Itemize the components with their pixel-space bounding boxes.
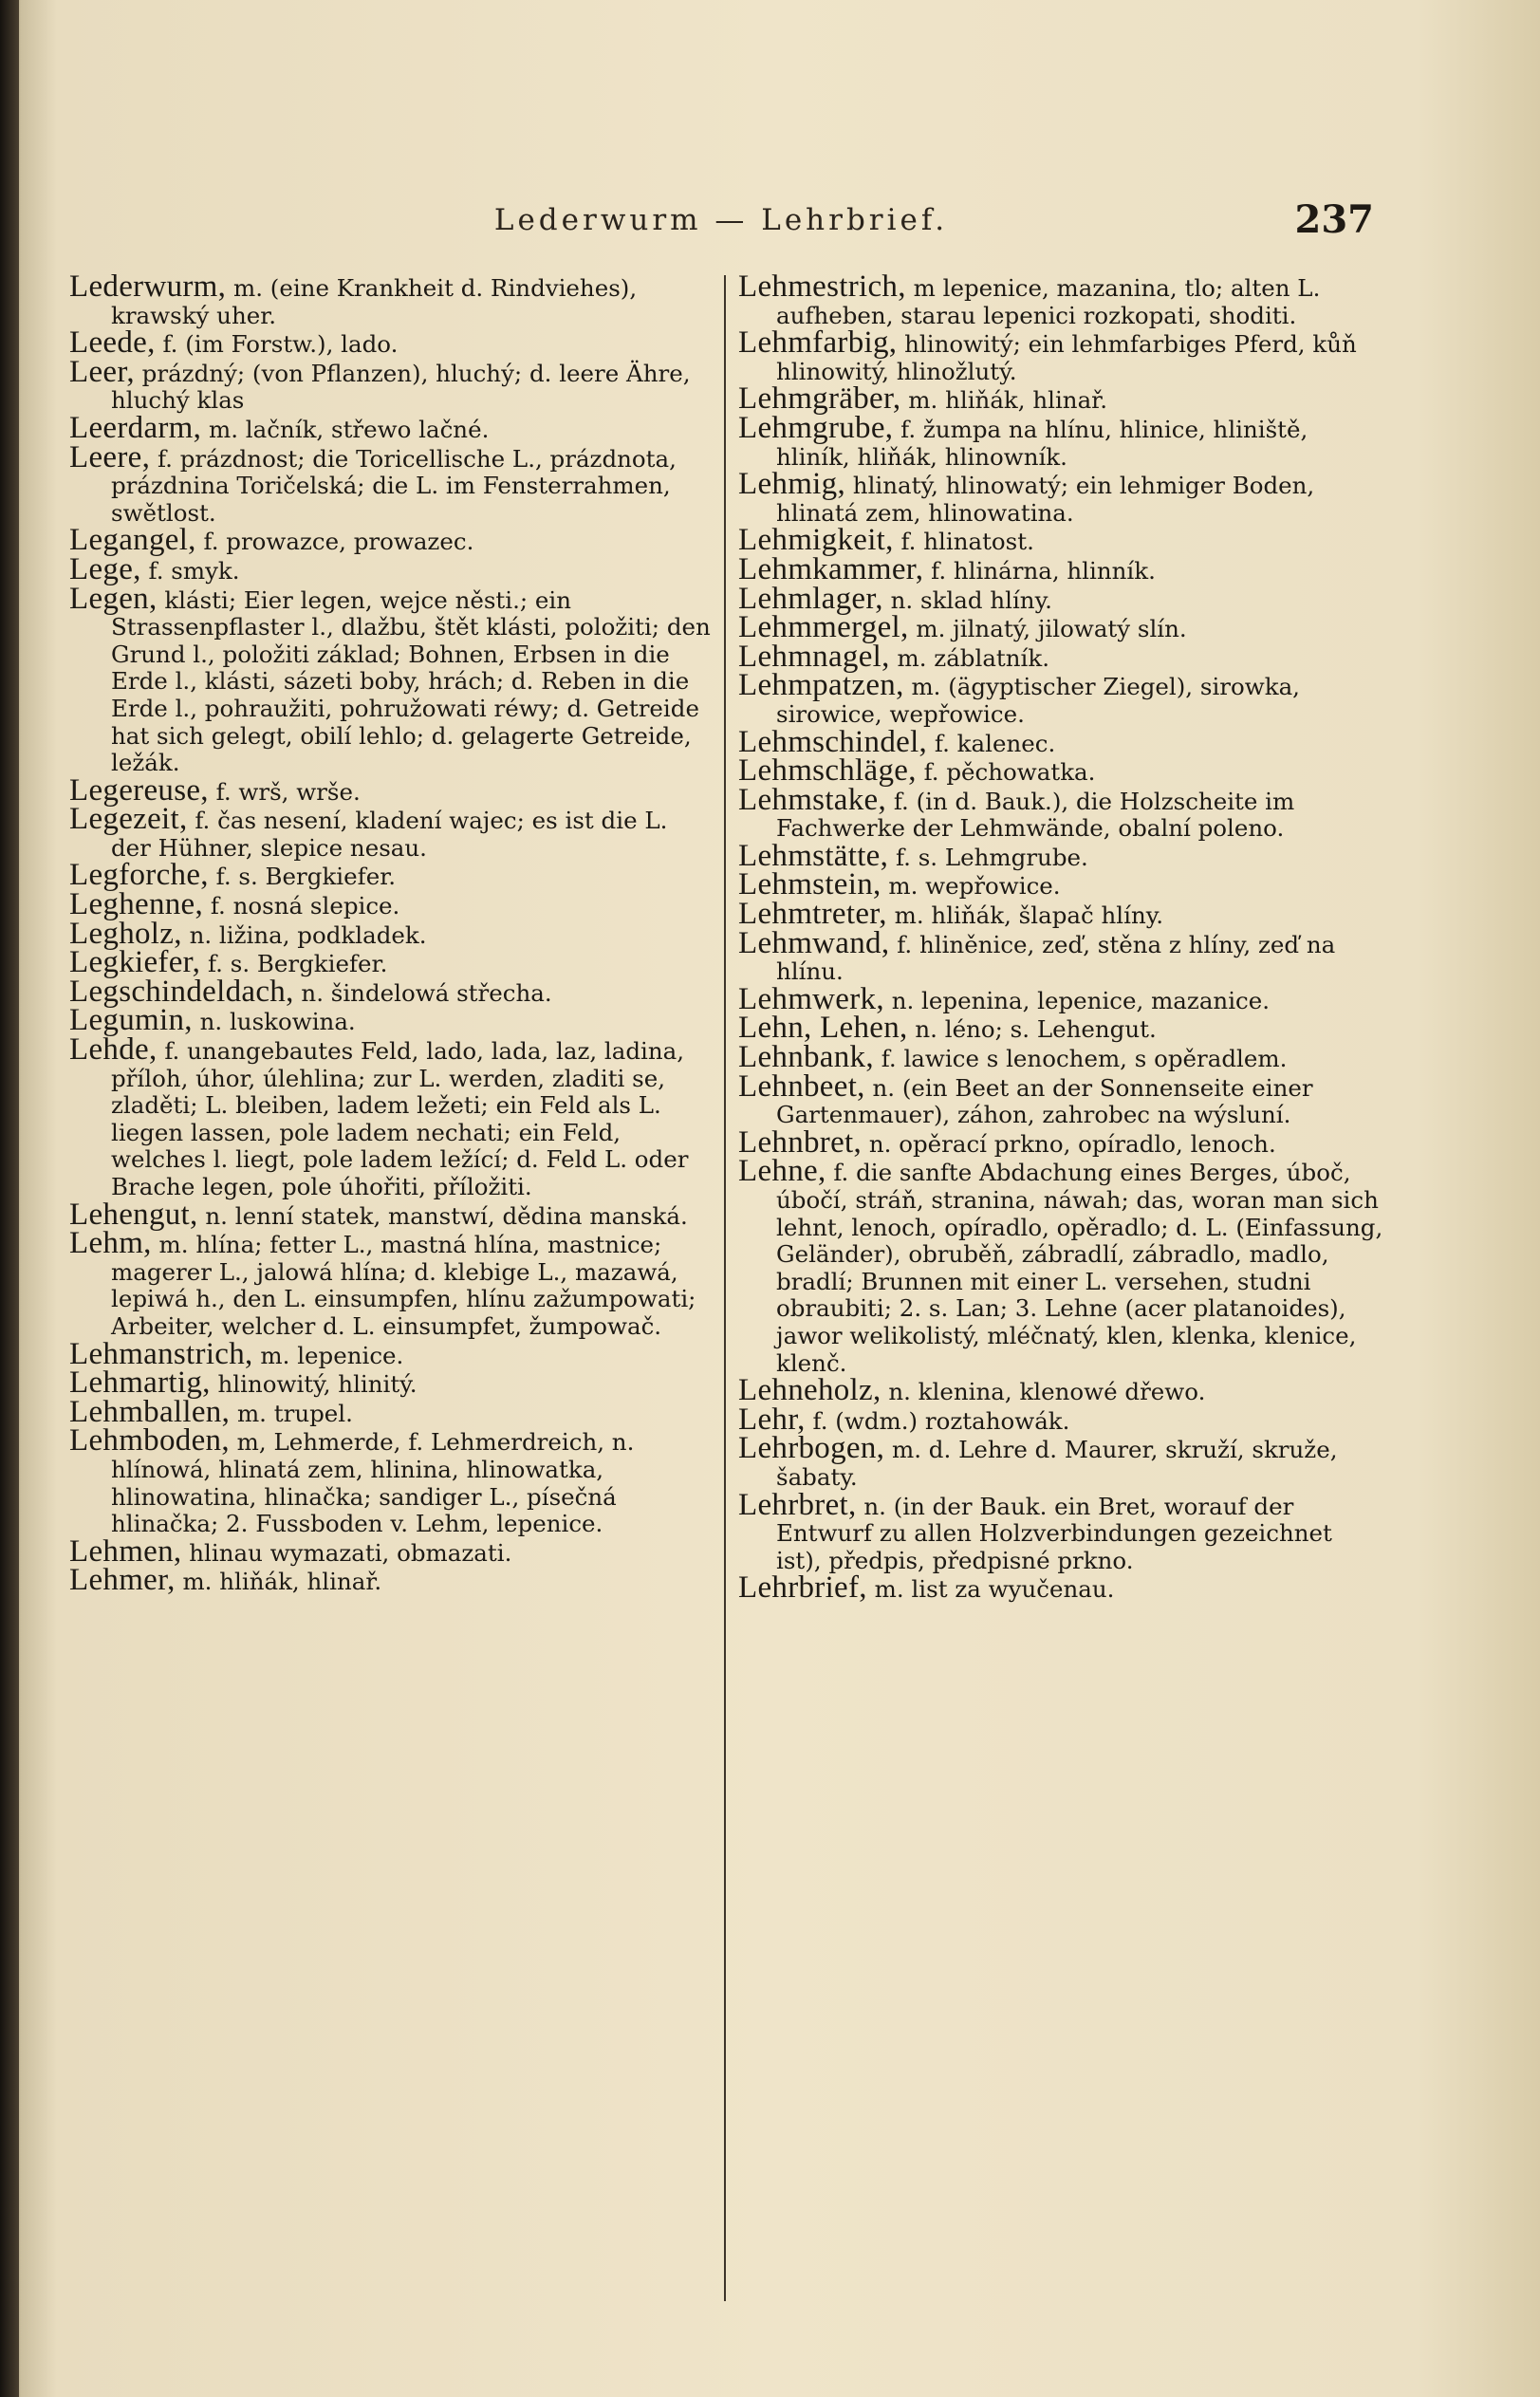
entry-definition: f. kalenec. <box>934 729 1056 757</box>
dictionary-entry <box>738 1124 1383 1160</box>
right-column <box>738 269 1383 1606</box>
dictionary-entry <box>738 668 1383 728</box>
entry-headword: Legschindeldach, <box>69 974 294 1009</box>
entry-definition: f. žumpa na hlínu, hlinice, hliniště, hliník, hliňák, hlinowník. <box>776 415 1308 471</box>
entry-headword: Lehmgräber, <box>738 381 901 417</box>
entry-definition: f. hliněnice, zeď, stěna z hlíny, zeď na hlínu. <box>776 930 1336 986</box>
entry-definition: m. hliňák, hlinař. <box>908 386 1107 415</box>
entry-headword: Lehmer, <box>69 1563 176 1598</box>
entry-definition: m. hliňák, hlinař. <box>182 1568 382 1596</box>
entry-definition: f. prowazce, prowazec. <box>203 528 474 556</box>
entry-headword: Lehengut, <box>69 1197 198 1232</box>
entry-definition: f. (im Forstw.), lado. <box>162 330 399 359</box>
entry-headword: Lehmstake, <box>738 782 887 817</box>
entry-headword: Legereuse, <box>69 772 209 808</box>
page-number: 237 <box>1294 197 1374 242</box>
dictionary-entry <box>738 410 1383 471</box>
entry-definition: f. prázdnost; die Toricellische L., prázdnota, prázdnina Toričelská; die L. im Fensterrahmen, swětlost. <box>111 444 677 527</box>
entry-headword: Lehmmergel, <box>738 610 909 645</box>
entry-definition: m. jilnatý, jilowatý slín. <box>916 615 1187 643</box>
entry-headword: Lehn, Lehen, <box>738 1011 908 1046</box>
entry-definition: n. (in der Bauk. ein Bret, worauf der Entwurf zu allen Holzverbindungen gezeichnet ist), předpis, předpisné prkno. <box>776 1492 1332 1574</box>
entry-headword: Legkiefer, <box>69 945 201 980</box>
dictionary-entry <box>738 269 1383 329</box>
entry-headword: Lehde, <box>69 1032 158 1068</box>
dictionary-entry <box>738 1154 1383 1377</box>
entry-headword: Lehmpatzen, <box>738 668 904 703</box>
entry-headword: Lehnbeet, <box>738 1068 865 1104</box>
dictionary-entry <box>69 1197 714 1232</box>
entry-definition: n. lepenina, lepenice, mazanice. <box>891 986 1271 1014</box>
column-divider <box>724 275 726 2301</box>
entry-definition: f. unangebautes Feld, lado, lada, laz, ladina, příloh, úhor, úlehlina; zur L. werden, zladiti se, zladěti; L. bleiben, ladem ležeti; ein Feld als L. liegen lassen, pole ladem nechati; ein Feld, welches l. liegt, pole ladem ležící; d. Feld L. oder Brache legen, pole úhořiti, příložiti. <box>111 1037 689 1200</box>
entry-headword: Lehmkammer, <box>738 551 924 586</box>
entry-headword: Lehmstätte, <box>738 838 889 873</box>
dictionary-entry <box>69 439 714 528</box>
dictionary-entry <box>69 1032 714 1201</box>
dictionary-entry <box>738 782 1383 843</box>
dictionary-entry <box>69 1003 714 1038</box>
entry-headword: Lehmboden, <box>69 1423 230 1459</box>
entry-definition: m. hlína; fetter L., mastná hlína, mastnice; magerer L., jalowá hlína; d. klebige L., mazawá, lepiwá h., den L. einsumpfen, hlínu zažumpowati; Arbeiter, welcher d. L. einsumpfet, žumpowač. <box>111 1231 696 1340</box>
entry-headword: Legforche, <box>69 858 209 893</box>
entry-definition: f. die sanfte Abdachung eines Berges, úboč, úbočí, stráň, stranina, náwah; das, woran man sich lehnt, lenoch, opíradlo, opěradlo; d. L. (Einfassung, Geländer), obruběň, zábradlí, zábradlo, madlo, bradlí; Brunnen mit einer L. versehen, studni obraubiti; 2. s. Lan; 3. Lehne (acer platanoides), jawor welikolistý, mléčnatý, klen, klenka, klenice, klenč. <box>776 1159 1383 1377</box>
entry-headword: Lehmestrich, <box>738 269 906 304</box>
entry-headword: Leghenne, <box>69 887 204 922</box>
entry-definition: f. čas nesení, kladení wajec; es ist die L. der Hühner, slepice nesau. <box>111 807 668 862</box>
entry-definition: n. (ein Beet an der Sonnenseite einer Gartenmauer), záhon, zahrobec na wýsluní. <box>776 1073 1313 1129</box>
dictionary-entry <box>69 581 714 777</box>
entry-definition: f. s. Lehmgrube. <box>895 843 1088 871</box>
entry-headword: Lege, <box>69 551 141 586</box>
entry-headword: Lehmgrube, <box>738 410 894 445</box>
entry-definition: m. (ägyptischer Ziegel), sirowka, sirowice, wepřowice. <box>776 673 1300 728</box>
entry-headword: Lehmen, <box>69 1533 182 1569</box>
entry-definition: f. wrš, wrše. <box>215 777 361 806</box>
entry-definition: f. hlinárna, hlinník. <box>931 556 1156 585</box>
entry-headword: Lehrbret, <box>738 1487 857 1522</box>
entry-definition: m. záblatník. <box>897 643 1050 672</box>
entry-definition: f. s. Bergkiefer. <box>215 863 396 891</box>
entry-headword: Legen, <box>69 581 158 616</box>
dictionary-entry <box>738 325 1383 385</box>
entry-definition: m. trupel. <box>236 1399 353 1427</box>
entry-headword: Lehmanstrich, <box>69 1336 253 1371</box>
dictionary-entry <box>69 802 714 862</box>
entry-headword: Lehne, <box>738 1154 826 1189</box>
entry-headword: Lehmballen, <box>69 1394 231 1429</box>
entry-definition: n. lenní statek, manstwí, dědina manská. <box>205 1201 688 1230</box>
entry-headword: Lehr, <box>738 1402 806 1437</box>
entry-definition: f. s. Bergkiefer. <box>207 950 388 978</box>
entry-headword: Legumin, <box>69 1003 193 1038</box>
dictionary-entry <box>69 325 714 361</box>
entry-definition: f. (wdm.) roztahowák. <box>812 1406 1070 1435</box>
entry-headword: Lehmstein, <box>738 867 881 902</box>
entry-headword: Lehmlager, <box>738 581 883 616</box>
entry-definition: f. smyk. <box>148 556 240 585</box>
entry-definition: m lepenice, mazanina, tlo; alten L. aufheben, starau lepenici rozkopati, shoditi. <box>776 274 1321 329</box>
dictionary-entry <box>69 523 714 558</box>
entry-headword: Lehrbogen, <box>738 1431 885 1466</box>
entry-definition: n. léno; s. Lehengut. <box>915 1015 1157 1044</box>
entry-headword: Lehmfarbig, <box>738 325 898 361</box>
entry-definition: m. d. Lehre d. Maurer, skruží, skruže, šabaty. <box>776 1436 1338 1491</box>
entry-definition: n. sklad hlíny. <box>890 585 1052 614</box>
entry-definition: hlinowitý, hlinitý. <box>217 1370 417 1399</box>
entry-definition: f. (in d. Bauk.), die Holzscheite im Fachwerke der Lehmwände, obalní poleno. <box>776 787 1295 843</box>
dictionary-entry <box>738 1487 1383 1575</box>
entry-headword: Lehmschläge, <box>738 753 917 789</box>
entry-headword: Lehnbank, <box>738 1040 874 1075</box>
entry-definition: m. lačník, střewo lačné. <box>209 415 490 443</box>
entry-headword: Lehrbrief, <box>738 1570 867 1606</box>
dictionary-entry <box>69 1226 714 1340</box>
entry-headword: Lehm, <box>69 1226 152 1261</box>
dictionary-entry <box>738 467 1383 527</box>
entry-headword: Lehmnagel, <box>738 639 890 674</box>
running-head: Lederwurm — Lehrbrief. <box>493 203 949 237</box>
dictionary-entry <box>69 354 714 415</box>
dictionary-entry <box>738 925 1383 986</box>
left-column <box>69 269 714 1598</box>
entry-definition: hlinau wymazati, obmazati. <box>189 1538 512 1567</box>
entry-definition: m. hliňák, šlapač hlíny. <box>894 901 1164 930</box>
entry-definition: klásti; Eier legen, wejce něsti.; ein Strassenpflaster l., dlažbu, štět klásti, položiti; den Grund l., položiti základ; Bohnen, Erbsen in die Erde l., klásti, sázeti boby, hrách; d. Reben in die Erde l., pohraužiti, pohružowati réwy; d. Getreide hat sich gelegt, obilí lehlo; d. gelagerte Getreide, ležák. <box>111 585 711 777</box>
entry-definition: m. list za wyučenau. <box>874 1575 1115 1604</box>
entry-definition: hlinatý, hlinowatý; ein lehmiger Boden, hlinatá zem, hlinowatina. <box>776 472 1315 527</box>
entry-headword: Lederwurm, <box>69 269 227 304</box>
entry-definition: n. klenina, klenowé dřewo. <box>888 1378 1206 1406</box>
entry-headword: Legezeit, <box>69 802 188 837</box>
entry-headword: Lehmartig, <box>69 1366 211 1401</box>
entry-definition: n. opěrací prkno, opíradlo, lenoch. <box>868 1129 1276 1158</box>
entry-definition: m, Lehmerde, f. Lehmerdreich, n. hlínowá, hlinatá zem, hlinina, hlinowatka, hlinowatina, hlinačka; sandiger L., písečná hlinačka; 2. Fussboden v. Lehm, lepenice. <box>111 1428 635 1538</box>
entry-headword: Lehmschindel, <box>738 724 928 759</box>
entry-headword: Lehmigkeit, <box>738 523 894 558</box>
entry-definition: n. šindelowá střecha. <box>301 978 552 1007</box>
dictionary-entry <box>69 1423 714 1538</box>
entry-definition: m. wepřowice. <box>888 872 1061 901</box>
dictionary-entry <box>69 551 714 586</box>
entry-definition: prázdný; (von Pflanzen), hluchý; d. leere Ähre, hluchý klas <box>111 359 691 415</box>
dictionary-entry <box>69 269 714 329</box>
entry-definition: m. (eine Krankheit d. Rindviehes), krawský uher. <box>111 274 638 329</box>
entry-definition: n. ližina, podkladek. <box>189 920 427 949</box>
entry-definition: hlinowitý; ein lehmfarbiges Pferd, kůň hlinowitý, hlinožlutý. <box>776 330 1357 385</box>
entry-headword: Leer, <box>69 354 135 389</box>
dictionary-entry <box>738 1068 1383 1129</box>
entry-definition: f. lawice s lenochem, s opěradlem. <box>881 1045 1288 1073</box>
entry-headword: Lehmig, <box>738 467 845 502</box>
entry-headword: Lehmwand, <box>738 925 890 960</box>
entry-headword: Leere, <box>69 439 151 474</box>
book-spine <box>0 0 19 2397</box>
entry-headword: Leede, <box>69 325 156 361</box>
entry-headword: Legholz, <box>69 916 182 951</box>
entry-headword: Lehneholz, <box>738 1373 881 1408</box>
dictionary-entry <box>69 1563 714 1598</box>
entry-headword: Lehmwerk, <box>738 981 884 1016</box>
entry-definition: f. pěchowatka. <box>923 758 1096 787</box>
entry-headword: Lehnbret, <box>738 1124 863 1160</box>
dictionary-entry <box>69 410 714 445</box>
entry-definition: n. luskowina. <box>199 1008 356 1036</box>
entry-headword: Lehmtreter, <box>738 897 887 932</box>
dictionary-entry <box>738 1570 1383 1606</box>
entry-headword: Legangel, <box>69 523 196 558</box>
entry-definition: f. hlinatost. <box>900 528 1034 556</box>
dictionary-entry <box>738 1431 1383 1491</box>
entry-definition: m. lepenice. <box>260 1341 404 1369</box>
entry-headword: Leerdarm, <box>69 410 202 445</box>
entry-definition: f. nosná slepice. <box>210 892 400 920</box>
dictionary-entry <box>738 1373 1383 1408</box>
